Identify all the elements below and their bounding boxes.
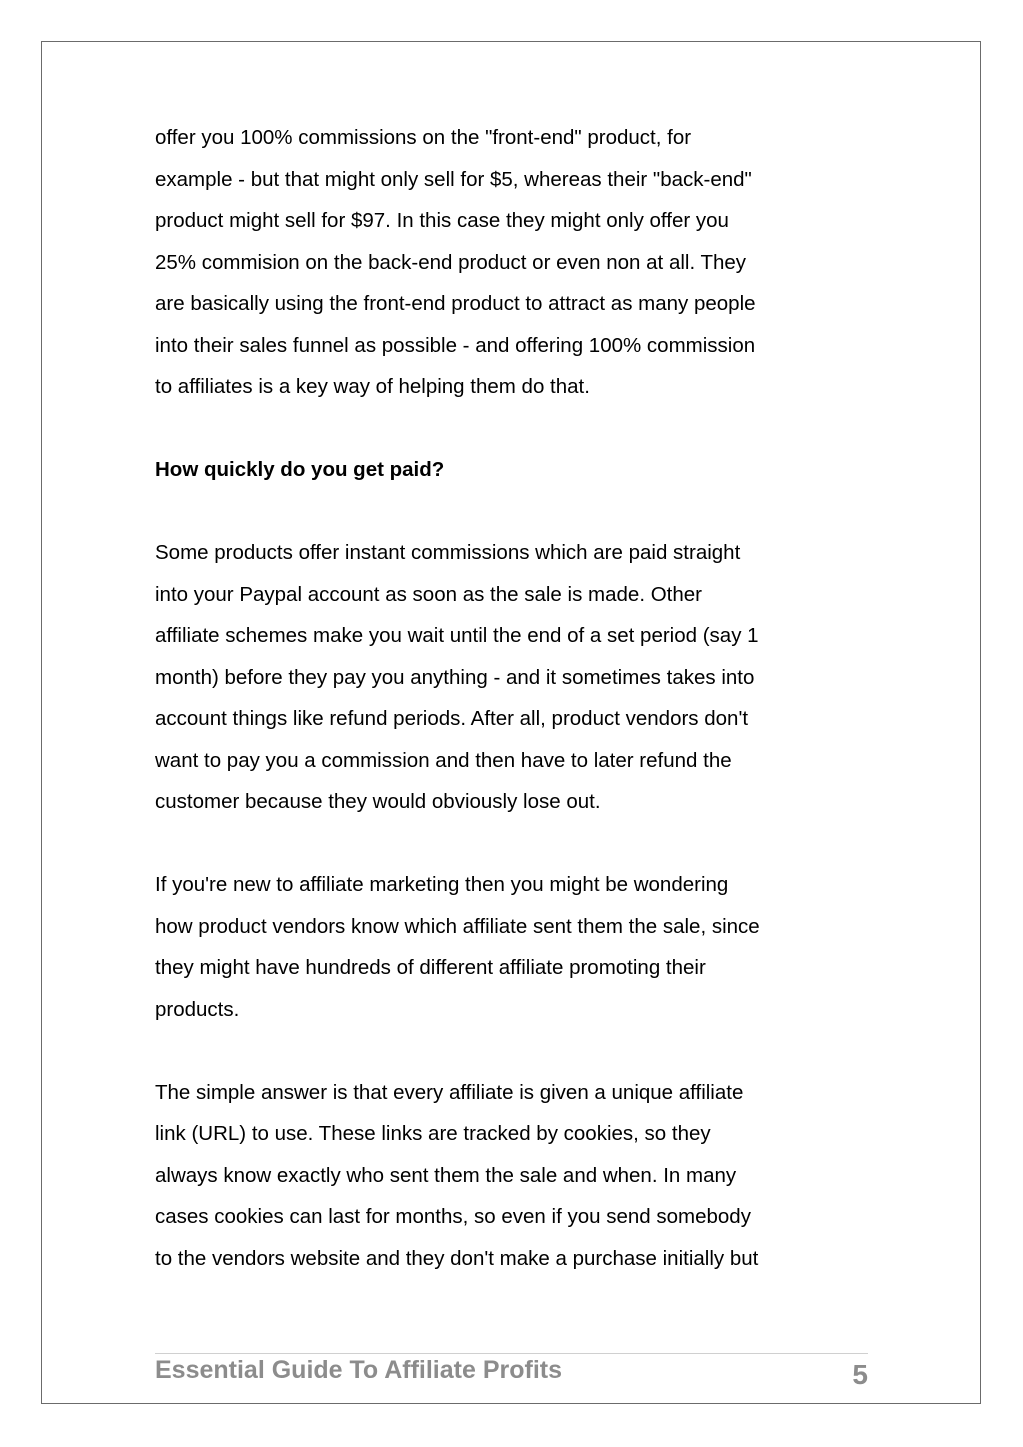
text-line: The simple answer is that every affiliate is given a unique affiliate	[155, 1080, 744, 1104]
text-line: 25% commision on the back-end product or even non at all. They	[155, 250, 747, 274]
text-line: example - but that might only sell for $5, whereas their "back-end"	[155, 167, 752, 191]
text-line: to affiliates is a key way of helping them do that.	[155, 375, 590, 398]
text-line: offer you 100% commissions on the "front-end" product, for	[155, 126, 692, 149]
text-line: are basically using the front-end product to attract as many people	[155, 292, 756, 315]
text-line: they might have hundreds of different affiliate promoting their	[155, 956, 706, 979]
footer-divider	[155, 1353, 868, 1354]
section-heading: How quickly do you get paid?	[155, 458, 445, 481]
text-line: want to pay you a commission and then have to later refund the	[155, 748, 732, 772]
page-number: 5	[852, 1359, 868, 1390]
text-line: link (URL) to use. These links are tracked by cookies, so they	[155, 1122, 711, 1145]
paragraph-affiliate-links	[155, 1072, 875, 1280]
text-line: affiliate schemes make you wait until the end of a set period (say 1	[155, 624, 759, 647]
text-line: Some products offer instant commissions which are paid straight	[155, 541, 741, 564]
paragraph-vendor-tracking	[155, 864, 875, 1030]
text-line: into their sales funnel as possible - and offering 100% commission	[155, 333, 756, 357]
text-line: customer because they would obviously lose out.	[155, 790, 601, 813]
text-line: to the vendors website and they don't make a purchase initially but	[155, 1246, 759, 1270]
page-content	[155, 117, 875, 1279]
text-line: If you're new to affiliate marketing then you might be wondering	[155, 873, 729, 896]
text-line: always know exactly who sent them the sale and when. In many	[155, 1163, 737, 1187]
footer-title: Essential Guide To Affiliate Profits	[155, 1356, 563, 1384]
text-line: products.	[155, 997, 240, 1021]
text-line: product might sell for $97. In this case they might only offer you	[155, 209, 729, 232]
text-line: account things like refund periods. After all, product vendors don't	[155, 707, 749, 730]
text-line: into your Paypal account as soon as the sale is made. Other	[155, 582, 702, 606]
paragraph-payment-timing	[155, 532, 875, 823]
text-line: month) before they pay you anything - and it sometimes takes into	[155, 665, 755, 689]
text-line: how product vendors know which affiliate sent them the sale, since	[155, 914, 760, 938]
text-line: cases cookies can last for months, so even if you send somebody	[155, 1205, 751, 1228]
paragraph-commissions	[155, 117, 875, 408]
